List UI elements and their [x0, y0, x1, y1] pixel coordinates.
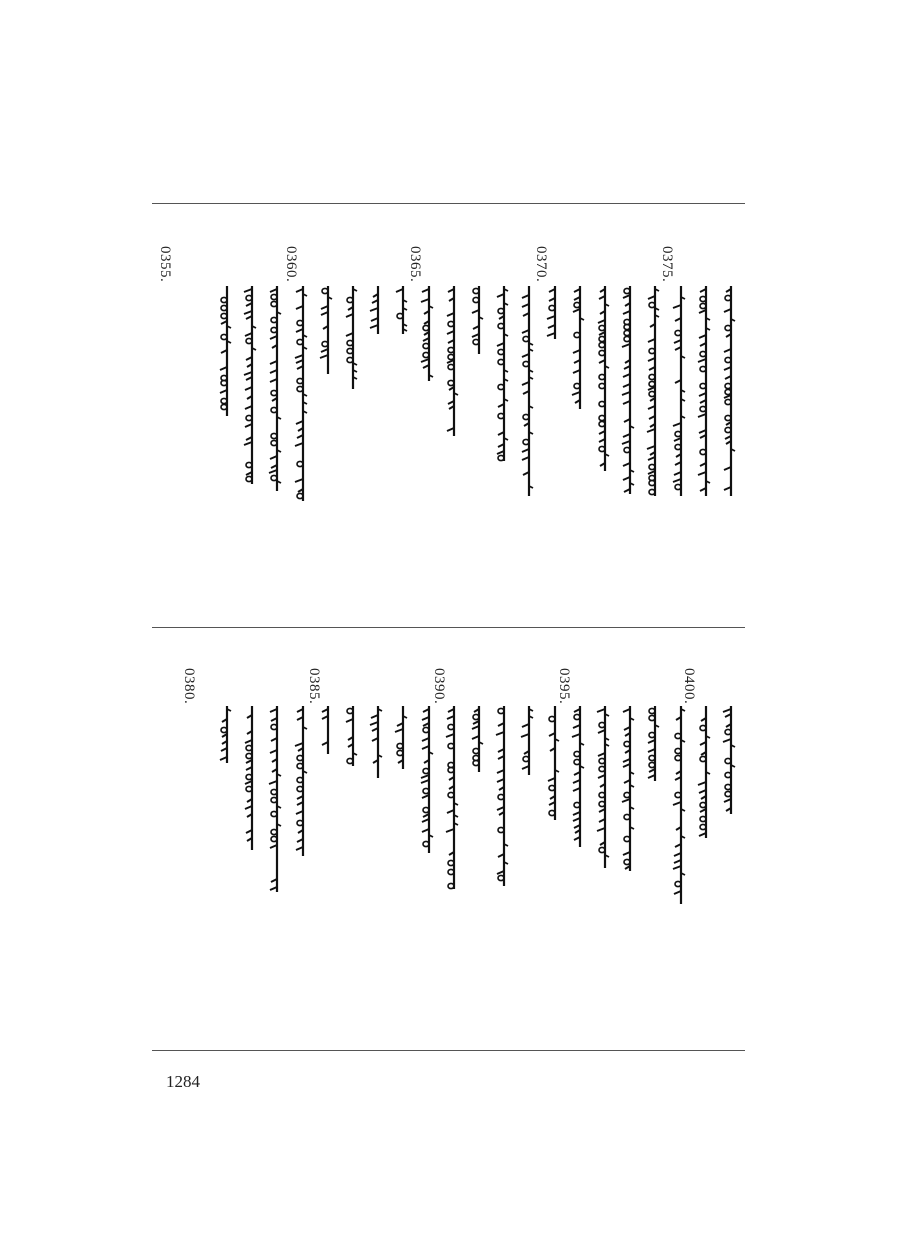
line-marker-0370: 0370. — [533, 246, 549, 283]
lower-verse-line — [319, 706, 333, 754]
line-marker-0355: 0355. — [157, 246, 173, 283]
upper-verse-line — [268, 286, 282, 491]
lower-verse-line — [394, 706, 408, 769]
middle-rule — [152, 627, 745, 628]
upper-verse-line — [218, 286, 232, 416]
lower-verse-line — [621, 706, 635, 871]
bottom-rule — [152, 1050, 745, 1051]
upper-verse-line — [445, 286, 459, 436]
line-marker-0385: 0385. — [306, 668, 322, 705]
line-marker-0375: 0375. — [659, 246, 675, 283]
lower-verse-line — [571, 706, 585, 847]
upper-verse-line — [294, 286, 308, 501]
upper-verse-line — [369, 286, 383, 334]
upper-verse-line — [520, 286, 534, 496]
lower-verse-line — [344, 706, 358, 766]
lower-verse-line — [722, 706, 736, 814]
upper-verse-line — [571, 286, 585, 409]
line-marker-0390: 0390. — [431, 668, 447, 705]
upper-verse-line — [596, 286, 610, 471]
line-marker-0380: 0380. — [181, 668, 197, 705]
lower-verse-line — [243, 706, 257, 850]
lower-verse-line — [697, 706, 711, 838]
lower-verse-line — [520, 706, 534, 775]
lower-verse-line — [470, 706, 484, 772]
upper-verse-line — [344, 286, 358, 389]
upper-verse-line — [697, 286, 711, 496]
upper-verse-line — [621, 286, 635, 494]
lower-verse-line — [646, 706, 660, 781]
lower-verse-line — [218, 706, 232, 763]
upper-verse-line — [319, 286, 333, 374]
line-marker-0400: 0400. — [681, 668, 697, 705]
lower-verse-line — [268, 706, 282, 892]
lower-verse-line — [294, 706, 308, 856]
upper-verse-line — [420, 286, 434, 381]
line-marker-0395: 0395. — [556, 668, 572, 705]
upper-verse-line — [722, 286, 736, 496]
upper-verse-line — [546, 286, 560, 339]
lower-verse-line — [369, 706, 383, 778]
upper-verse-line — [646, 286, 660, 496]
top-rule — [152, 203, 745, 204]
line-marker-0365: 0365. — [407, 246, 423, 283]
line-marker-0360: 0360. — [283, 246, 299, 283]
lower-verse-line — [420, 706, 434, 853]
upper-verse-line — [672, 286, 686, 496]
lower-verse-line — [546, 706, 560, 820]
lower-verse-line — [445, 706, 459, 889]
upper-verse-line — [495, 286, 509, 461]
upper-verse-line — [470, 286, 484, 354]
lower-verse-line — [672, 706, 686, 904]
lower-verse-line — [596, 706, 610, 868]
lower-verse-line — [495, 706, 509, 886]
page-number: 1284 — [166, 1072, 200, 1091]
upper-verse-line — [243, 286, 257, 484]
upper-verse-line — [394, 286, 408, 334]
